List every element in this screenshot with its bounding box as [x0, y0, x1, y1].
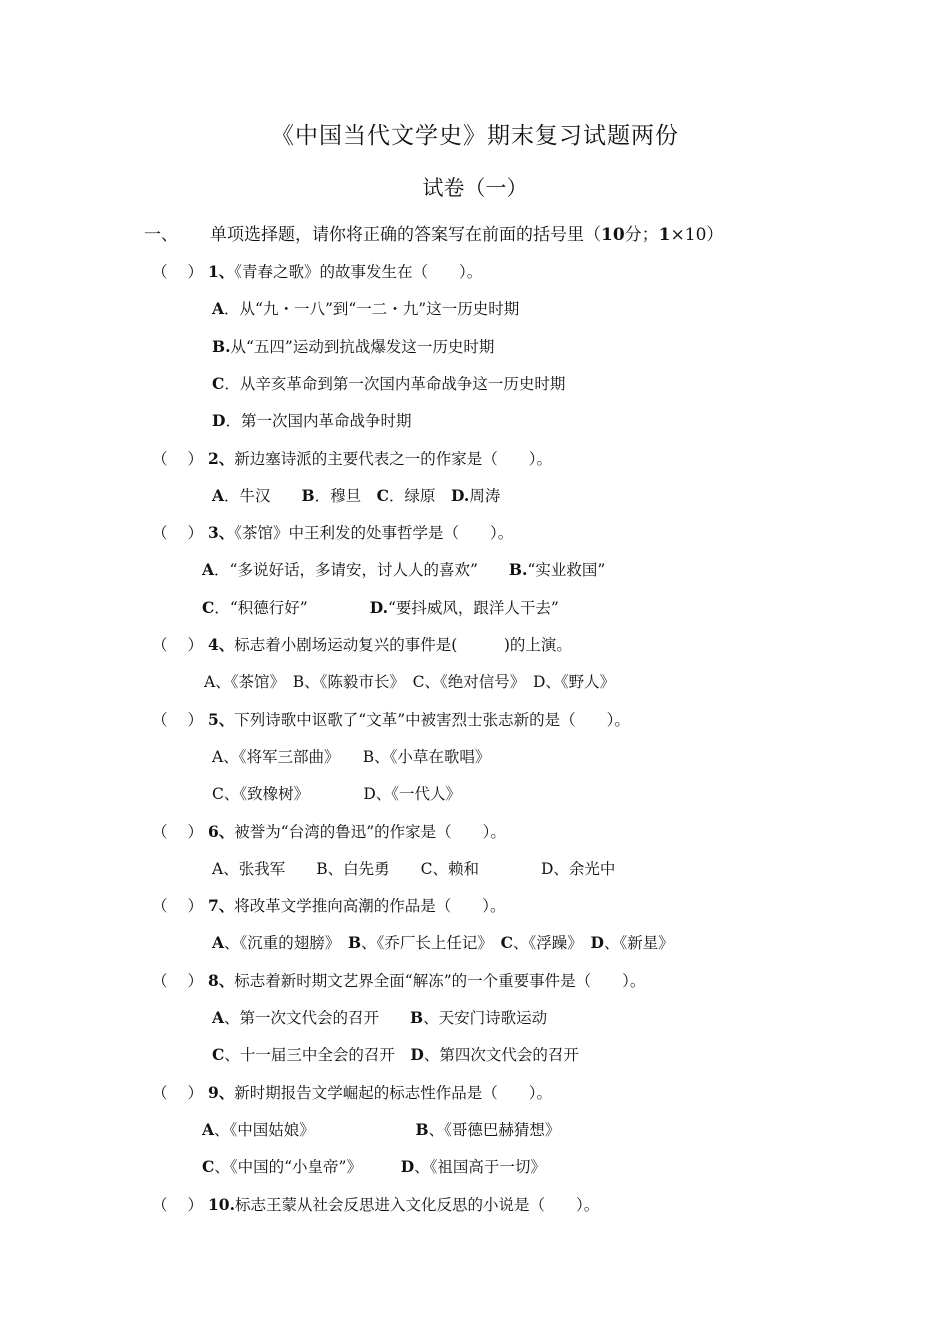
question-number: 4、	[208, 635, 235, 654]
option-line	[212, 784, 461, 804]
option-line	[202, 598, 559, 618]
option-text: 周涛	[469, 486, 501, 505]
section-text-2: 分；	[624, 225, 659, 245]
question-10	[152, 1195, 599, 1215]
option-line	[202, 1120, 560, 1140]
answer-blank-right: ）	[187, 971, 204, 990]
option-text: A、张我军 B、白先勇 C、赖和 D、余光中	[212, 859, 616, 878]
option-line	[212, 486, 500, 506]
answer-blank-left: （	[152, 710, 168, 729]
option-letter: C	[202, 597, 215, 617]
answer-blank-right: ）	[187, 524, 204, 543]
question-text: 标志王蒙从社会反思进入文化反思的小说是（ ）。	[234, 1195, 600, 1214]
answer-blank	[152, 262, 208, 282]
answer-blank-left: （	[152, 971, 168, 990]
option-letter: A	[212, 485, 225, 505]
answer-blank-left: （	[152, 1195, 168, 1214]
question-text: 新边塞诗派的主要代表之一的作家是（ ）。	[234, 449, 553, 468]
question-number: 8、	[208, 970, 235, 990]
answer-blank-right: ）	[187, 636, 204, 654]
answer-blank-left: （	[152, 449, 168, 468]
question-text: 新时期报告文学崛起的标志性作品是（ ）。	[234, 1083, 553, 1102]
section-text-3: ×10）	[670, 225, 724, 245]
option-letter: D	[212, 411, 226, 431]
option-line	[204, 672, 615, 692]
answer-blank-right: ）	[187, 1083, 204, 1102]
question-text: 《青春之歌》的故事发生在（ ）。	[234, 263, 483, 281]
question-5	[152, 710, 630, 730]
answer-blank	[152, 710, 208, 730]
question-number: 10.	[208, 1194, 235, 1214]
question-number: 9、	[208, 1082, 235, 1102]
section-heading	[144, 220, 723, 245]
option-letter: B	[348, 933, 362, 953]
option-line	[202, 1157, 546, 1177]
answer-blank-right: ）	[187, 449, 204, 468]
document-title: 《中国当代文学史》期末复习试题两份	[271, 123, 679, 149]
option-text: 、《哥德巴赫猜想》	[428, 1120, 561, 1139]
option-text: A、《茶馆》 B、《陈毅市长》 C、《绝对信号》 D、《野人》	[204, 673, 616, 692]
option-line	[202, 560, 605, 580]
option-text: 从“五四”运动到抗战爆发这一历史时期	[230, 337, 495, 356]
option-letter: B	[415, 1119, 429, 1139]
option-line	[212, 411, 411, 431]
question-number: 6、	[208, 821, 235, 841]
question-text: 标志着小剧场运动复兴的事件是( )的上演。	[234, 636, 572, 654]
option-text: ．绿原	[389, 486, 452, 505]
option-letter: A	[212, 933, 225, 953]
answer-blank-left: （	[152, 1083, 168, 1102]
option-letter: D	[410, 1045, 424, 1065]
option-text: 、《祖国高于一切》	[414, 1158, 546, 1177]
option-letter: C	[376, 485, 390, 505]
option-text: ．第一次国内革命战争时期	[225, 412, 412, 431]
answer-blank-right: ）	[187, 822, 204, 841]
question-text: 标志着新时期文艺界全面“解冻”的一个重要事件是（ ）。	[234, 971, 646, 990]
answer-blank-right: ）	[187, 1195, 204, 1214]
answer-blank	[152, 449, 208, 469]
option-text: 、十一届三中全会的召开	[224, 1046, 411, 1065]
answer-blank	[152, 1083, 208, 1103]
option-text: “实业救国”	[527, 561, 606, 580]
answer-blank	[152, 971, 208, 991]
answer-blank-right: ）	[187, 897, 204, 916]
option-letter: D	[400, 1157, 415, 1177]
option-line	[212, 1008, 547, 1028]
option-text: 、《沉重的翅膀》	[224, 934, 349, 953]
option-text: ．从辛亥革命到第一次国内革命战争这一历史时期	[224, 374, 566, 393]
option-text: 、《乔厂长上任记》	[361, 934, 501, 953]
option-text: ．牛汉	[224, 486, 302, 505]
question-6	[152, 822, 506, 842]
question-9	[152, 1083, 552, 1103]
option-letter: A	[212, 1008, 225, 1027]
option-letter: B.	[212, 336, 231, 356]
option-letter: C	[212, 373, 225, 393]
option-letter: A	[202, 1119, 215, 1139]
option-line	[212, 1045, 579, 1065]
question-text: 被誉为“台湾的鲁迅”的作家是（ ）。	[234, 822, 506, 841]
answer-blank-right: ）	[187, 710, 204, 729]
option-text: “要抖威风，跟洋人干去”	[388, 598, 559, 617]
option-line	[212, 933, 674, 953]
paper-subtitle: 试卷（一）	[422, 176, 528, 200]
question-3	[152, 523, 513, 543]
option-line	[212, 337, 494, 357]
option-text: 、第一次文代会的召开	[224, 1009, 411, 1027]
question-8	[152, 971, 645, 991]
option-text: 、《新星》	[603, 934, 674, 953]
option-text: A、《将军三部曲》 B、《小草在歌唱》	[212, 747, 491, 766]
answer-blank	[152, 523, 208, 543]
question-7	[152, 896, 506, 916]
question-text: 将改革文学推向高潮的作品是（ ）。	[234, 897, 506, 916]
question-2	[152, 449, 552, 469]
option-text: C、《致橡树》 D、《一代人》	[212, 785, 462, 804]
option-line	[212, 859, 615, 879]
answer-blank	[152, 1195, 208, 1215]
option-text: 、天安门诗歌运动	[423, 1009, 548, 1027]
question-number: 2、	[208, 448, 235, 468]
option-letter: B.	[508, 560, 528, 580]
question-number: 1、	[208, 262, 235, 281]
option-text: 、《浮躁》	[513, 934, 591, 953]
section-score-2: 1	[658, 225, 671, 245]
answer-blank-left: （	[152, 636, 168, 654]
option-text: ．“多说好话，多请安，讨人人的喜欢”	[214, 561, 509, 580]
option-letter: C	[500, 933, 514, 953]
answer-blank	[152, 635, 208, 655]
option-letter: B	[410, 1008, 424, 1027]
answer-blank-left: （	[152, 897, 168, 916]
option-letter: D.	[369, 597, 388, 617]
section-text: 单项选择题，请你将正确的答案写在前面的括号里（	[210, 225, 601, 245]
option-text: 、《中国姑娘》	[214, 1120, 416, 1139]
option-line	[212, 747, 490, 767]
option-text: ．穆旦	[314, 486, 377, 505]
option-letter: C	[212, 1045, 225, 1065]
question-text: 《茶馆》中王利发的处事哲学是（ ）。	[234, 524, 514, 543]
answer-blank-right: ）	[187, 263, 204, 281]
option-line	[212, 299, 519, 319]
answer-blank-left: （	[152, 524, 168, 543]
answer-blank	[152, 896, 208, 916]
question-number: 3、	[208, 523, 235, 543]
section-score: 10	[601, 225, 625, 245]
question-1	[152, 262, 482, 282]
option-letter: C	[202, 1157, 215, 1177]
answer-blank	[152, 822, 208, 842]
option-text: 、第四次文代会的召开	[423, 1046, 579, 1065]
section-number: 一、	[144, 225, 178, 245]
answer-blank-left: （	[152, 263, 168, 281]
question-number: 5、	[208, 709, 235, 729]
question-number: 7、	[208, 896, 235, 916]
option-letter: A	[202, 560, 215, 580]
option-letter: D	[590, 933, 604, 953]
option-letter: B	[301, 485, 315, 505]
option-text: ．“积德行好”	[214, 598, 370, 617]
option-letter: A	[212, 299, 225, 319]
option-text: 、《中国的“小皇帝”》	[214, 1158, 401, 1177]
answer-blank-left: （	[152, 822, 168, 841]
option-text: ．从“九・一八”到“一二・九”这一历史时期	[224, 300, 520, 319]
option-line	[212, 374, 565, 394]
question-4	[152, 635, 572, 655]
option-letter: D.	[451, 485, 470, 505]
question-text: 下列诗歌中讴歌了“文革”中被害烈士张志新的是（ ）。	[234, 710, 630, 729]
